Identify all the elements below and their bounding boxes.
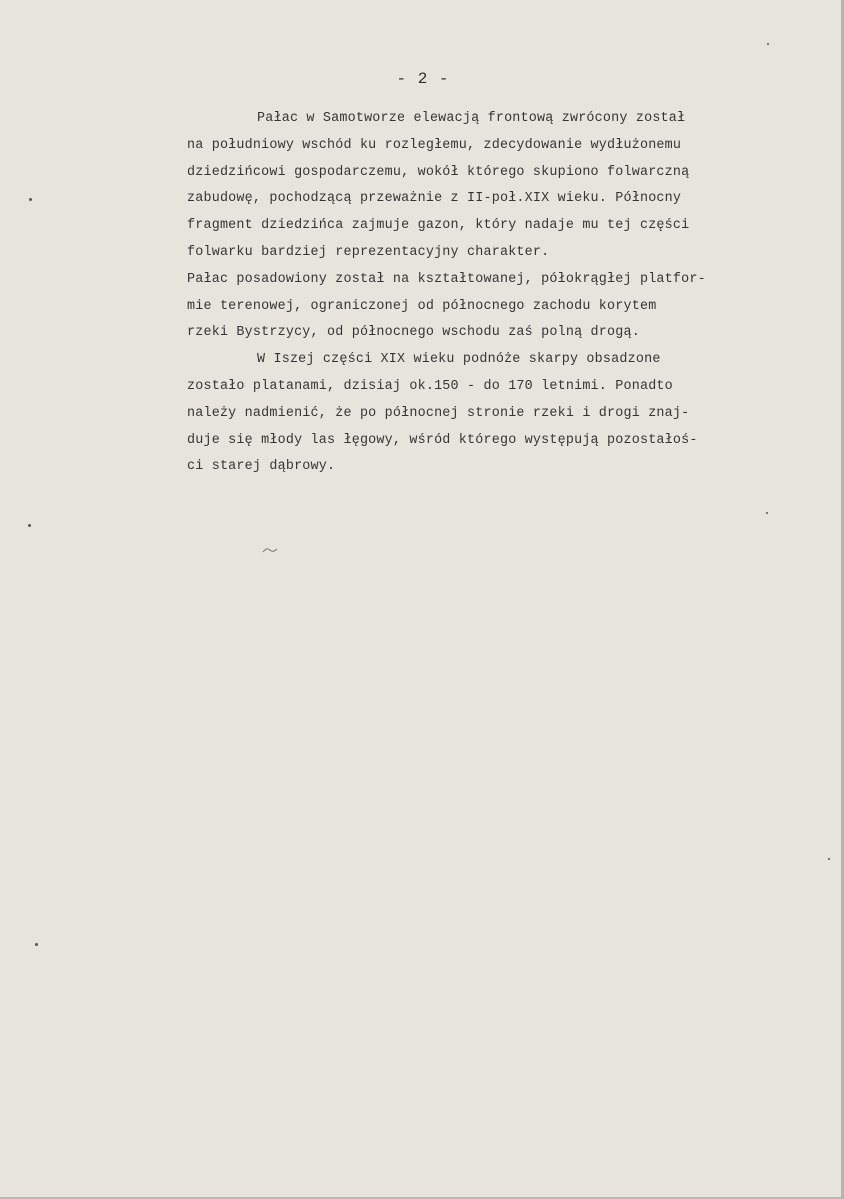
text-line: ci starej dąbrowy. bbox=[187, 459, 336, 475]
text-line: dziedzińcowi gospodarczemu, wokół którego skupiono folwarczną bbox=[187, 164, 690, 180]
document-body bbox=[187, 106, 827, 481]
scan-speck bbox=[766, 512, 768, 514]
scan-speck bbox=[29, 198, 32, 201]
text-line: należy nadmienić, że po północnej stronie rzeki i drogi znaj- bbox=[187, 405, 690, 421]
text-line: W Iszej części XIX wieku podnóże skarpy obsadzone bbox=[257, 352, 661, 368]
text-line: zostało platanami, dzisiaj ok.150 - do 170 letnimi. Ponadto bbox=[187, 378, 673, 394]
text-line: Pałac posadowiony został na kształtowanej, półokrągłej platfor- bbox=[187, 271, 706, 287]
text-line: duje się młody las łęgowy, wśród którego występują pozostałoś- bbox=[187, 432, 698, 448]
scan-speck bbox=[828, 858, 830, 860]
text-line: Pałac w Samotworze elewacją frontową zwrócony został bbox=[257, 111, 686, 126]
text-line: rzeki Bystrzycy, od północnego wschodu zaś polną drogą. bbox=[187, 325, 640, 341]
text-line: mie terenowej, ograniczonej od północnego zachodu korytem bbox=[187, 298, 657, 314]
pen-mark-icon bbox=[262, 546, 278, 554]
text-line: fragment dziedzińca zajmuje gazon, który nadaje mu tej części bbox=[187, 218, 690, 234]
text-line: folwarku bardziej reprezentacyjny charakter. bbox=[187, 244, 550, 260]
page-number: - 2 - bbox=[396, 70, 450, 88]
text-line: zabudowę, pochodzącą przeważnie z II-poł.XIX wieku. Północny bbox=[187, 191, 682, 207]
scan-speck bbox=[35, 943, 38, 946]
scan-speck bbox=[767, 43, 769, 45]
scan-speck bbox=[28, 524, 31, 527]
text-line: na południowy wschód ku rozległemu, zdecydowanie wydłużonemu bbox=[187, 137, 682, 153]
